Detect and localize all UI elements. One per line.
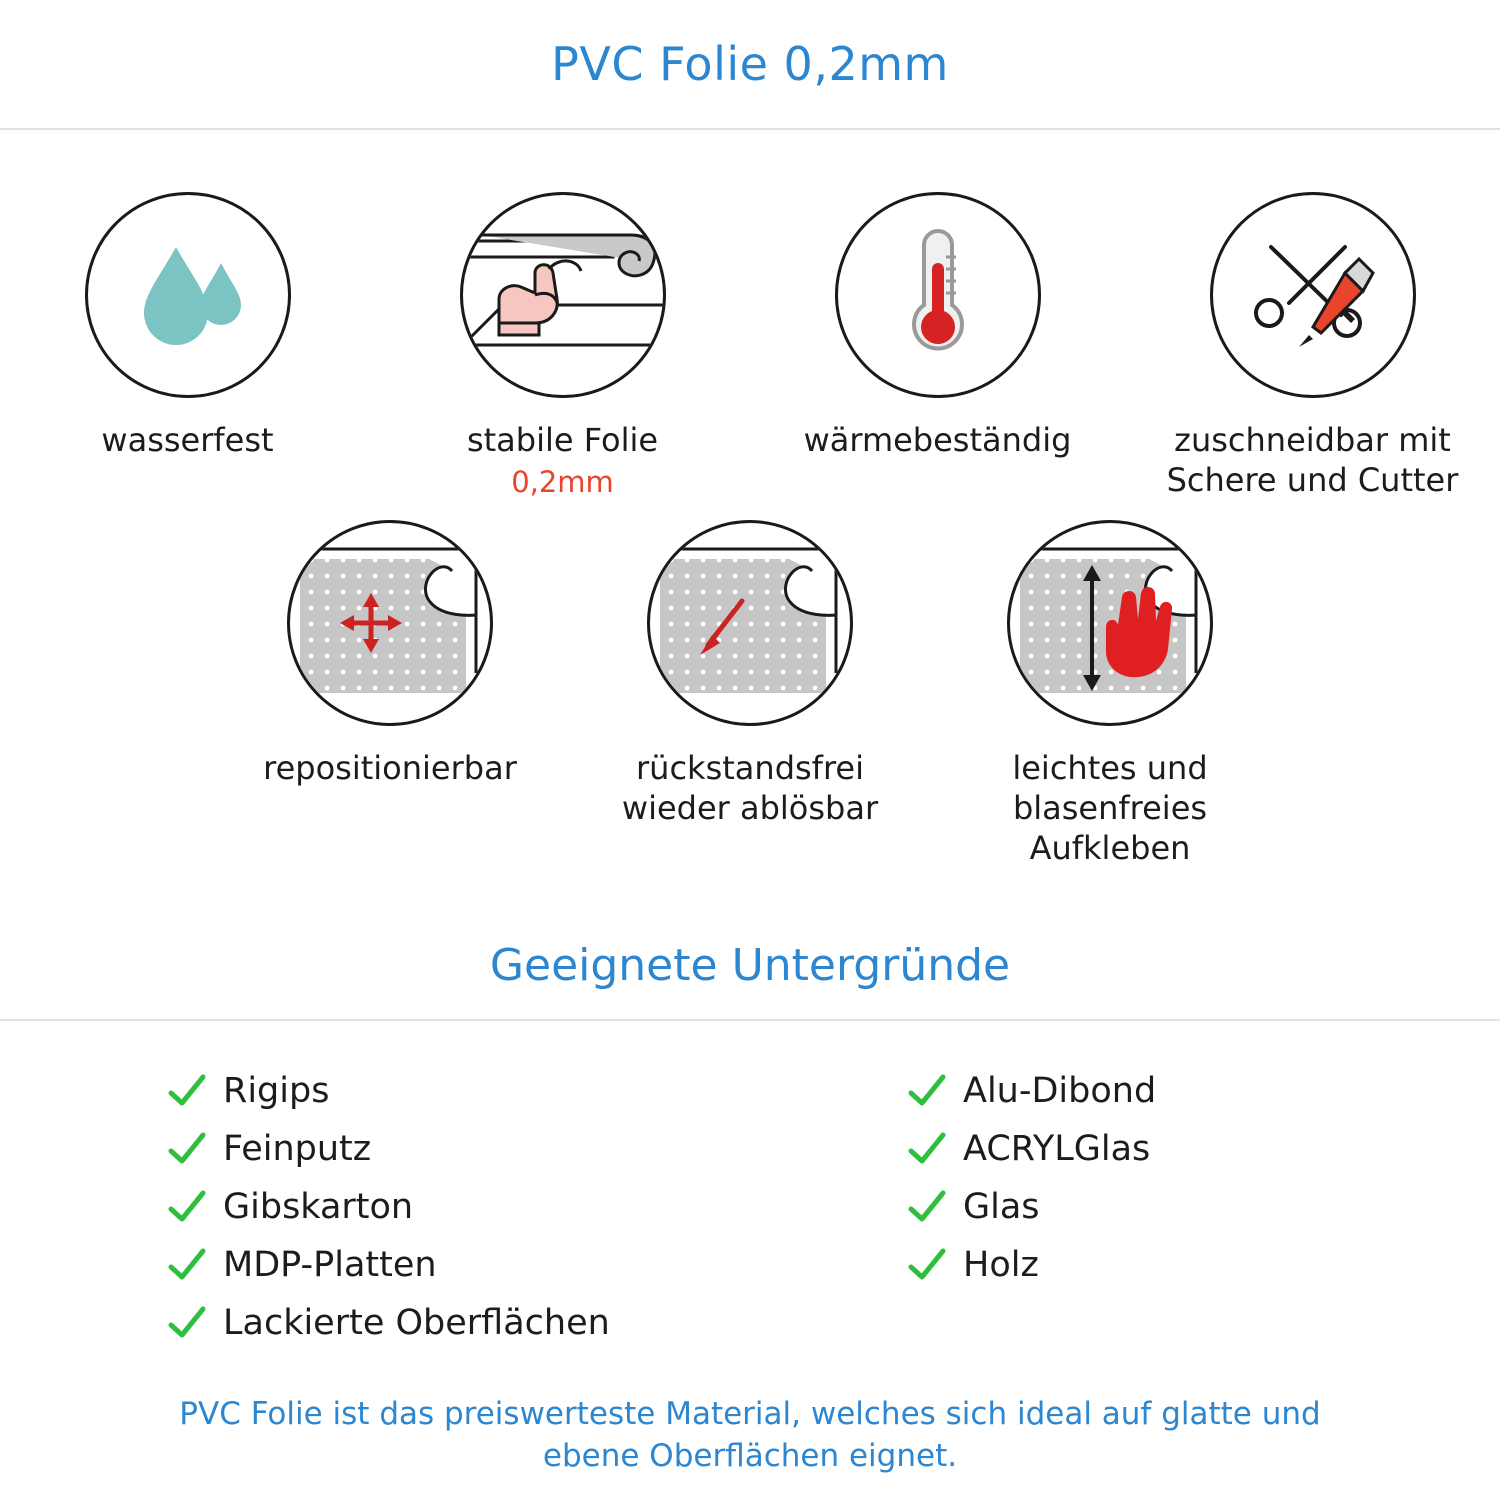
check-icon — [905, 1069, 949, 1113]
surface-label: Glas — [963, 1187, 1040, 1227]
list-item — [905, 1127, 1335, 1171]
feature-repositionierbar — [210, 520, 570, 788]
check-icon — [905, 1127, 949, 1171]
surface-label: ACRYLGlas — [963, 1129, 1151, 1169]
footer-note: PVC Folie ist das preiswerteste Material, welches sich ideal auf glatte und ebene Oberflächen eignet. — [179, 1396, 1321, 1474]
feature-row-1 — [0, 192, 1500, 502]
feature-blasenfreies-aufkleben — [930, 520, 1290, 868]
surfaces-column-left — [165, 1069, 610, 1359]
title-bar — [0, 0, 1500, 130]
feature-icon-circle — [287, 520, 493, 726]
reposition-arrows-icon — [290, 523, 490, 723]
list-item — [165, 1301, 610, 1345]
surfaces-column-right — [905, 1069, 1335, 1359]
feature-stabile-folie — [375, 192, 750, 502]
feature-label: leichtes und blasenfreies Aufkleben — [1012, 749, 1208, 867]
surface-label: Alu-Dibond — [963, 1071, 1157, 1111]
section-heading: Geeignete Untergründe — [489, 940, 1011, 991]
feature-zuschneidbar — [1125, 192, 1500, 500]
list-item — [165, 1185, 595, 1229]
surface-label: Rigips — [223, 1071, 330, 1111]
feature-wasserfest — [0, 192, 375, 460]
feature-label: repositionierbar — [263, 749, 517, 787]
thermometer-icon — [838, 195, 1038, 395]
list-item — [905, 1069, 1335, 1113]
feature-caption — [467, 420, 658, 502]
feature-icon-circle — [460, 192, 666, 398]
feature-label: rückstandsfrei wieder ablösbar — [621, 749, 879, 827]
feature-waermebestaendig — [750, 192, 1125, 460]
list-item — [165, 1127, 595, 1171]
feature-icon-circle — [835, 192, 1041, 398]
feature-label: zuschneidbar mit Schere und Cutter — [1166, 421, 1459, 499]
section-heading-block — [0, 940, 1500, 991]
hand-smoothing-icon — [1010, 523, 1210, 723]
feature-label: wasserfest — [101, 421, 274, 459]
feature-row-2 — [0, 520, 1500, 868]
check-icon — [165, 1301, 209, 1345]
peel-off-arrow-icon — [650, 523, 850, 723]
surface-label: Gibskarton — [223, 1187, 414, 1227]
feature-caption — [804, 420, 1072, 460]
feature-icon-circle — [647, 520, 853, 726]
feature-caption — [101, 420, 273, 460]
check-icon — [905, 1243, 949, 1287]
feature-rueckstandsfrei — [570, 520, 930, 828]
list-item — [165, 1243, 595, 1287]
list-item — [905, 1243, 1335, 1287]
feature-label: stabile Folie — [466, 421, 659, 459]
list-item — [165, 1069, 595, 1113]
feature-label: wärmebeständig — [803, 421, 1072, 459]
check-icon — [165, 1127, 209, 1171]
check-icon — [905, 1185, 949, 1229]
surface-label: Feinputz — [223, 1129, 372, 1169]
check-icon — [165, 1243, 209, 1287]
feature-icon-circle — [1210, 192, 1416, 398]
scissors-cutter-icon — [1213, 195, 1413, 395]
feature-caption — [945, 748, 1275, 868]
feature-sublabel: 0,2mm — [511, 465, 614, 499]
surfaces-lists — [0, 1021, 1500, 1359]
features-section — [0, 130, 1500, 868]
page-title: PVC Folie 0,2mm — [551, 37, 949, 91]
check-icon — [165, 1185, 209, 1229]
feature-icon-circle — [1007, 520, 1213, 726]
feature-caption — [585, 748, 915, 828]
water-drops-icon — [88, 195, 288, 395]
feature-caption — [1148, 420, 1478, 500]
list-item — [905, 1185, 1335, 1229]
strong-arm-foil-icon — [463, 195, 663, 395]
surface-label: Lackierte Oberflächen — [223, 1303, 610, 1343]
check-icon — [165, 1069, 209, 1113]
surface-label: MDP-Platten — [223, 1245, 437, 1285]
feature-icon-circle — [85, 192, 291, 398]
feature-caption — [263, 748, 517, 788]
surface-label: Holz — [963, 1245, 1039, 1285]
